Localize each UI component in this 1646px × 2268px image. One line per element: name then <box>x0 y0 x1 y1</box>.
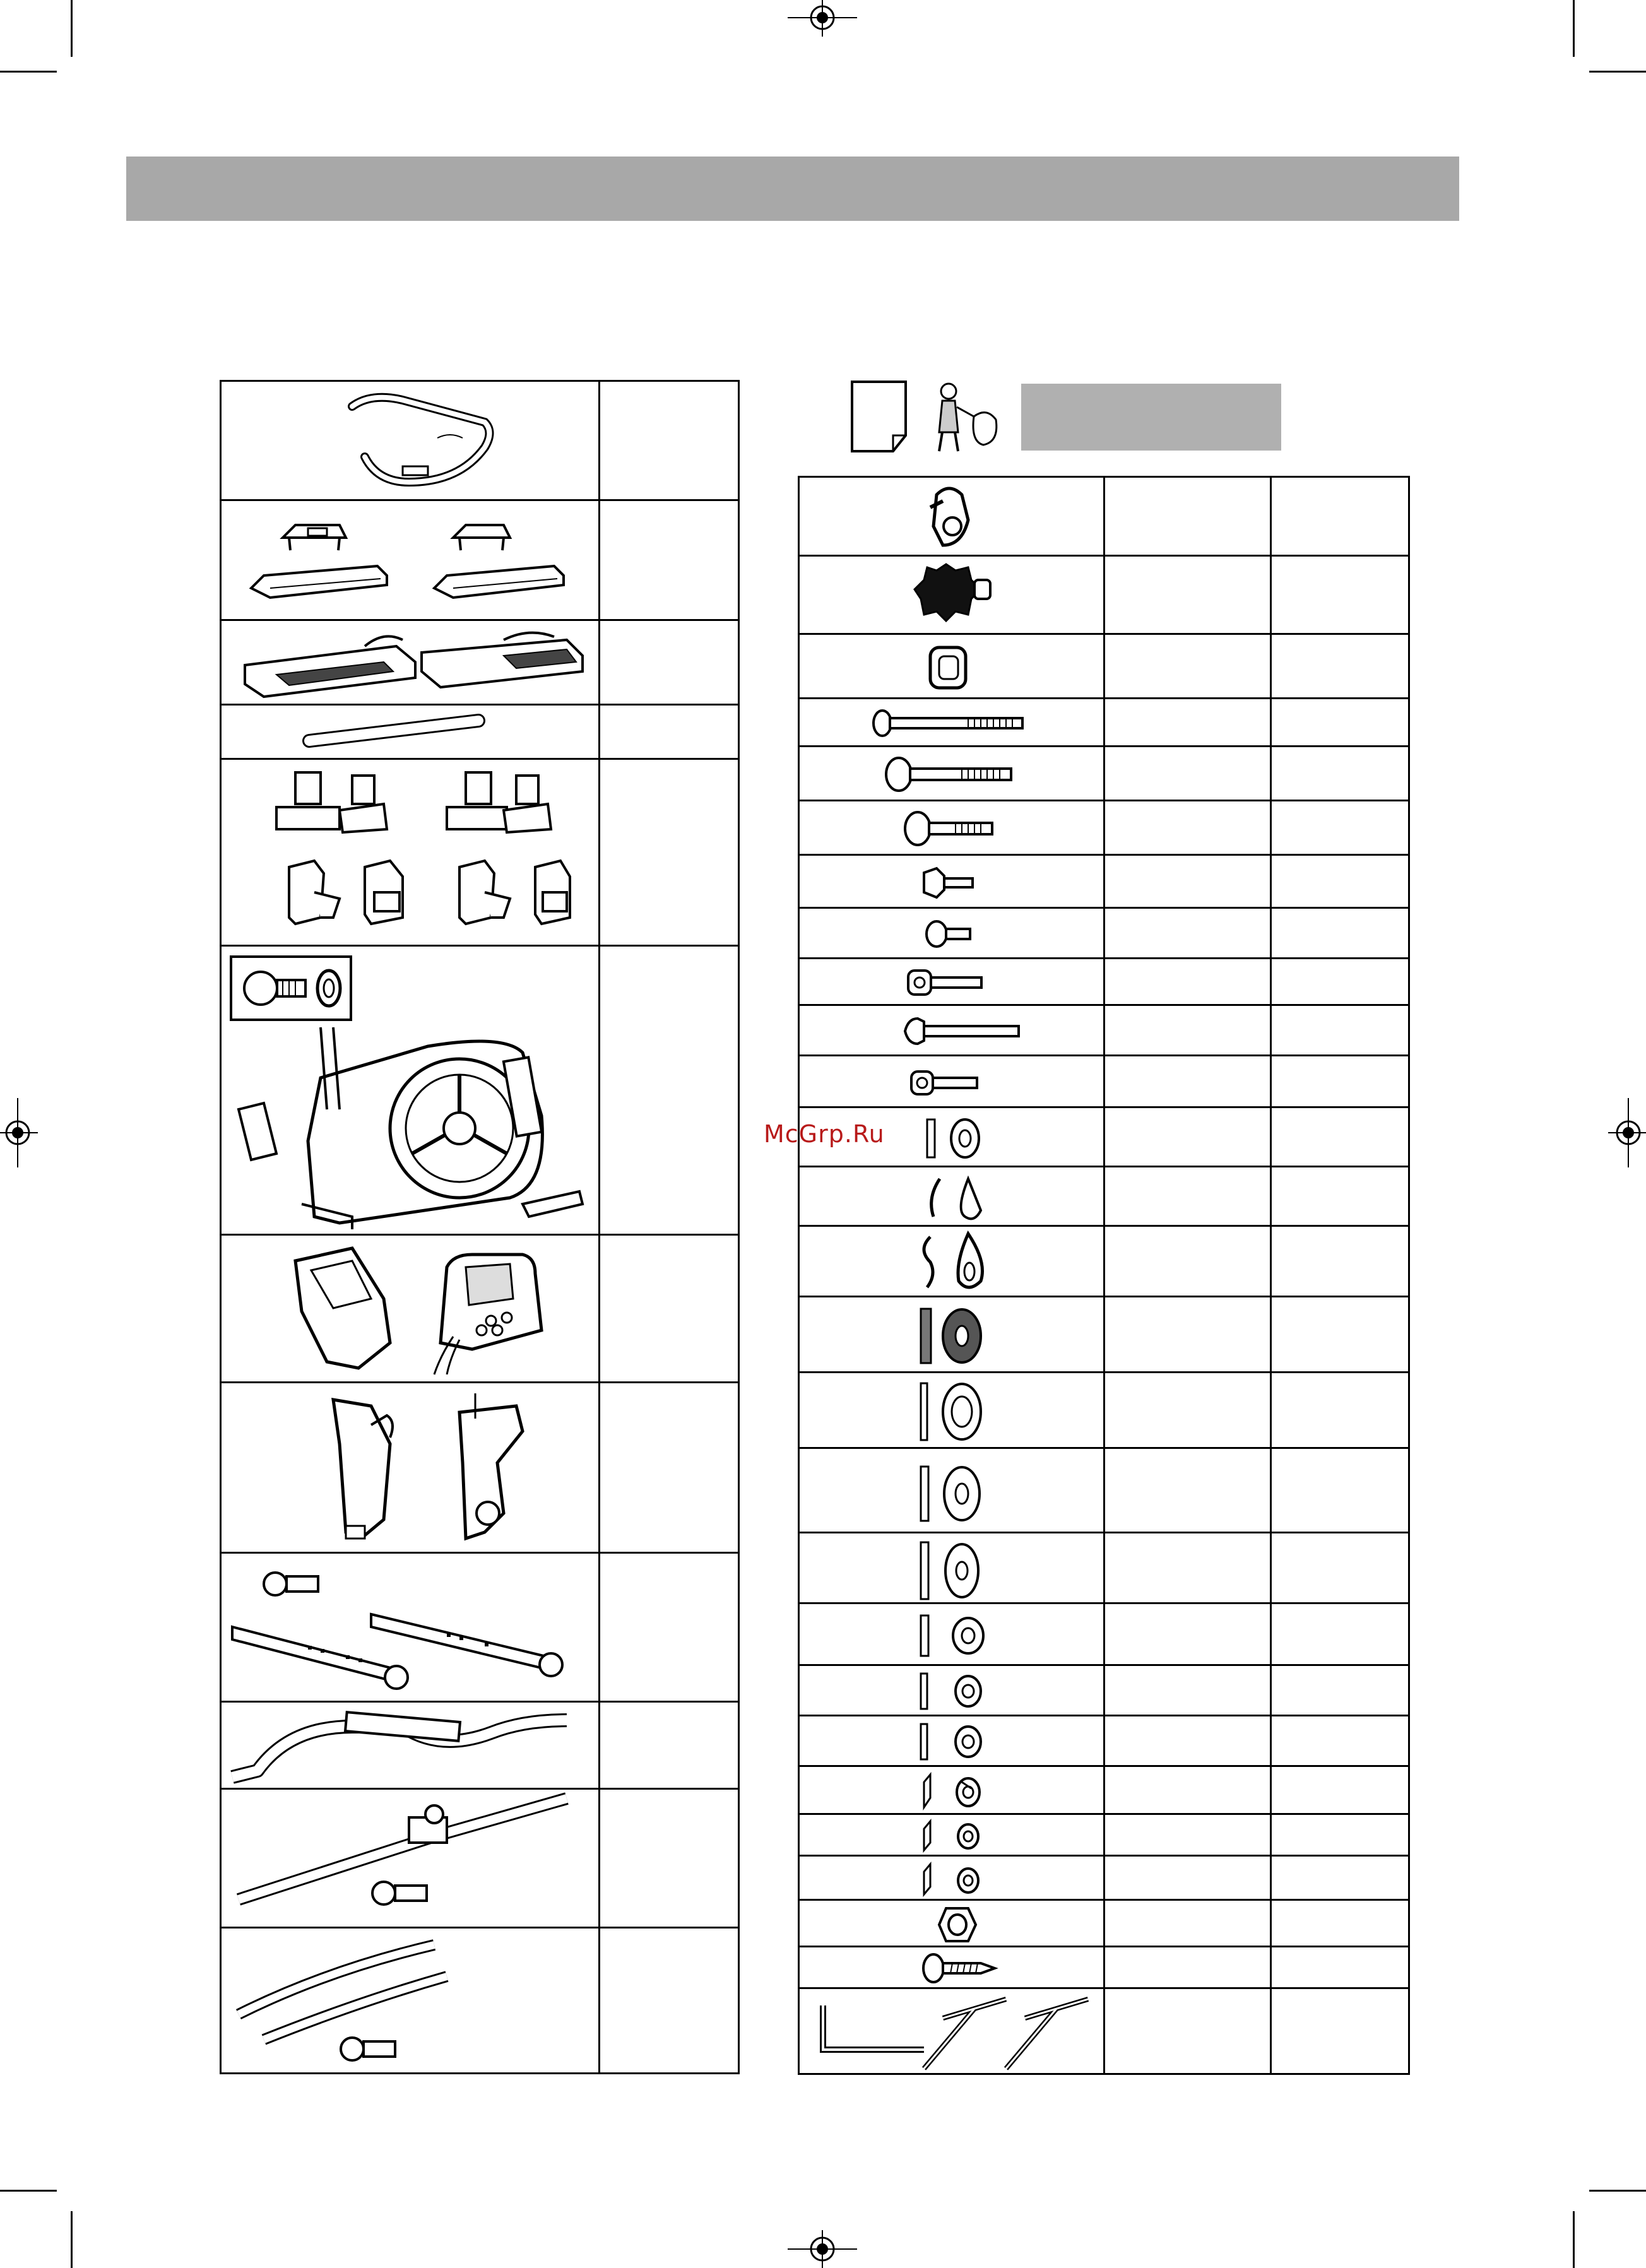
spring-washer-2-icon <box>918 1817 987 1854</box>
table-row <box>798 1056 1410 1108</box>
table-row <box>798 1449 1410 1533</box>
parts-table <box>220 380 740 2074</box>
crop-mark <box>0 71 57 73</box>
flat-washer-icon <box>924 1113 987 1164</box>
hardware-table <box>798 476 1410 2075</box>
table-row <box>798 1716 1410 1767</box>
crop-mark <box>1573 2211 1575 2268</box>
long-bolt-icon <box>867 704 1031 742</box>
table-row <box>798 909 1410 959</box>
table-row <box>798 557 1410 635</box>
spring-washer-icon <box>918 1769 987 1812</box>
socket-screw-icon <box>905 1064 987 1102</box>
hex-bolt-icon <box>918 863 981 901</box>
pedal-arms-icon <box>226 1557 592 1700</box>
table-row <box>798 1604 1410 1666</box>
crop-mark <box>1573 0 1575 57</box>
medium-bolt-icon <box>880 753 1019 795</box>
table-row <box>798 1227 1410 1297</box>
axle-rod-icon <box>302 713 491 751</box>
table-row <box>798 1108 1410 1167</box>
table-row <box>798 1167 1410 1227</box>
carriage-bolt-icon <box>899 808 1000 849</box>
lower-handle-arm-icon <box>232 1792 586 1926</box>
table-row <box>798 635 1410 699</box>
table-row <box>798 1006 1410 1056</box>
crop-mark <box>1589 2190 1646 2192</box>
medium-washer-icon <box>918 1460 987 1527</box>
crop-mark <box>1589 71 1646 73</box>
crop-mark <box>71 0 73 57</box>
crop-mark <box>0 2190 57 2192</box>
table-row <box>798 1533 1410 1604</box>
section-header-bar <box>126 157 1459 221</box>
table-row <box>798 856 1410 909</box>
hardware-label-box <box>1021 384 1281 451</box>
nut-cap-icon <box>918 641 981 694</box>
table-row <box>798 1857 1410 1901</box>
lock-nut-icon <box>937 1905 981 1945</box>
table-row <box>798 801 1410 856</box>
table-row <box>798 1666 1410 1716</box>
table-row <box>798 1815 1410 1857</box>
manual-page-icon <box>849 379 912 454</box>
star-knob-icon <box>911 561 993 630</box>
spring-washer-3-icon <box>918 1860 987 1898</box>
registration-mark-left <box>0 1098 38 1167</box>
allen-bolt-icon <box>902 964 990 1001</box>
clamp-knob-icon <box>918 482 981 552</box>
table-row <box>798 476 1410 557</box>
short-screw-icon <box>921 915 978 953</box>
small-washer-2-icon <box>918 1669 987 1714</box>
table-row <box>798 1947 1410 1989</box>
small-washer-3-icon <box>918 1719 987 1764</box>
main-frame-icon <box>226 952 598 1232</box>
table-row <box>798 1901 1410 1947</box>
large-washer-icon <box>918 1378 987 1445</box>
self-tapping-screw-icon <box>918 1950 1000 1987</box>
table-row <box>798 1297 1410 1373</box>
thick-washer-icon <box>918 1302 987 1369</box>
table-row <box>798 1767 1410 1815</box>
watermark-text: McGrp.Ru <box>764 1120 885 1148</box>
rear-covers-icon <box>308 1387 548 1551</box>
long-allen-bolt-icon <box>899 1012 1025 1050</box>
table-row <box>798 1373 1410 1449</box>
pedals-icon <box>239 627 592 700</box>
handlebar-icon <box>333 387 497 495</box>
curved-washer-icon <box>924 1172 987 1223</box>
console-icon <box>283 1242 560 1378</box>
crop-mark <box>71 2211 73 2268</box>
hardware-bag-icon <box>927 379 1002 454</box>
brackets-caps-icon <box>251 766 586 943</box>
pedal-covers-icon <box>245 519 586 613</box>
small-washer-icon <box>918 1609 987 1662</box>
table-row <box>798 959 1410 1006</box>
registration-mark-top <box>788 0 857 37</box>
registration-mark-bottom <box>788 2230 857 2268</box>
tools-icon <box>817 1993 1094 2072</box>
registration-mark-right <box>1608 1098 1646 1167</box>
washer-icon <box>918 1537 987 1604</box>
large-curved-washer-icon <box>911 1231 993 1294</box>
front-stabilizer-icon <box>226 1708 598 1786</box>
upper-handle-arms-icon <box>232 1932 586 2071</box>
